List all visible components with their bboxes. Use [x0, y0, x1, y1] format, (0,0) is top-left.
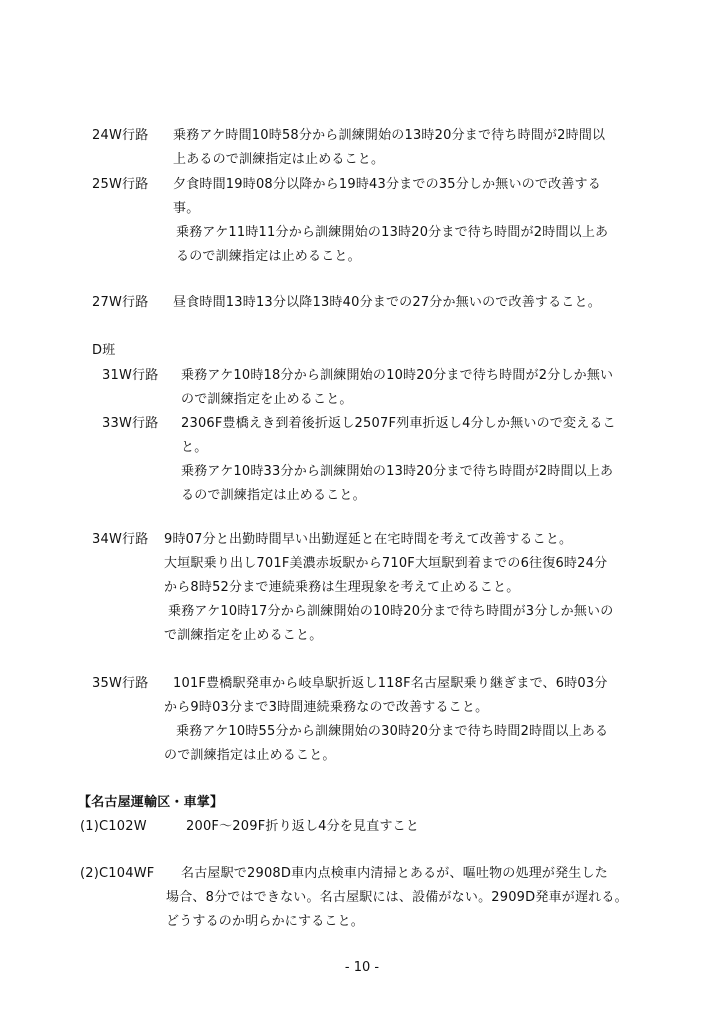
section-heading-nagoya: 【名古屋運輸区・車掌】: [78, 795, 224, 810]
route-34w-line-4: 乗務アケ10時17分から訓練開始の10時20分まで待ち時間が3分しか無いの: [168, 604, 614, 619]
route-33w-line-4: るので訓練指定は止めること。: [181, 488, 366, 503]
item-c102w-text: 200F～209F折り返し4分を見直すこと: [186, 819, 420, 834]
group-title-d: D班: [92, 343, 116, 358]
page-number: - 10 -: [344, 960, 380, 975]
route-label-34w: 34W行路: [92, 532, 149, 547]
route-24w-line-1: 乗務アケ時間10時58分から訓練開始の13時20分まで待ち時間が2時間以: [173, 128, 606, 143]
route-33w-line-2: と。: [181, 440, 208, 455]
route-label-24w: 24W行路: [92, 128, 149, 143]
route-24w-line-2: 上あるので訓練指定は止めること。: [173, 152, 385, 167]
route-35w-line-3: 乗務アケ10時55分から訓練開始の30時20分まで待ち時間2時間以上ある: [176, 724, 609, 739]
route-33w-line-3: 乗務アケ10時33分から訓練開始の13時20分まで待ち時間が2時間以上あ: [181, 464, 614, 479]
route-25w-line-1: 夕食時間19時08分以降から19時43分までの35分しか無いので改善する: [173, 177, 601, 192]
route-27w-line-1: 昼食時間13時13分以降13時40分までの27分か無いので改善すること。: [173, 295, 601, 310]
route-label-31w: 31W行路: [102, 368, 159, 383]
route-34w-line-2: 大垣駅乗り出し701F美濃赤坂駅から710F大垣駅到着までの6往復6時24分: [164, 556, 608, 571]
route-34w-line-5: で訓練指定を止めること。: [164, 628, 323, 643]
item-c104wf-line-1: 名古屋駅で2908D車内点検車内清掃とあるが、嘔吐物の処理が発生した: [181, 866, 608, 881]
route-label-33w: 33W行路: [102, 416, 159, 431]
route-label-27w: 27W行路: [92, 295, 149, 310]
route-35w-line-1: 101F豊橋駅発車から岐阜駅折返し118F名古屋駅乗り継ぎまで、6時03分: [173, 676, 608, 691]
item-label-c102w: (1)C102W: [80, 819, 147, 834]
route-31w-line-2: ので訓練指定を止めること。: [181, 392, 353, 407]
item-c104wf-line-3: どうするのか明らかにすること。: [166, 914, 365, 929]
item-label-c104wf: (2)C104WF: [80, 866, 155, 881]
route-34w-line-1: 9時07分と出勤時間早い出勤遅延と在宅時間を考えて改善すること。: [164, 532, 573, 547]
route-25w-line-3: 乗務アケ11時11分から訓練開始の13時20分まで待ち時間が2時間以上あ: [176, 225, 609, 240]
route-34w-line-3: から8時52分まで連続乗務は生理現象を考えて止めること。: [164, 580, 520, 595]
route-35w-line-2: から9時03分まで3時間連続乗務なので改善すること。: [164, 700, 489, 715]
item-c104wf-line-2: 場合、8分ではできない。名古屋駅には、設備がない。2909D発車が遅れる。: [166, 890, 628, 905]
route-label-25w: 25W行路: [92, 177, 149, 192]
route-25w-line-2: 事。: [173, 201, 200, 216]
route-label-35w: 35W行路: [92, 676, 149, 691]
route-33w-line-1: 2306F豊橋えき到着後折返し2507F列車折返し4分しか無いので変えるこ: [181, 416, 616, 431]
route-31w-line-1: 乗務アケ10時18分から訓練開始の10時20分まで待ち時間が2分しか無い: [181, 368, 614, 383]
route-25w-line-4: るので訓練指定は止めること。: [176, 249, 361, 264]
route-35w-line-4: ので訓練指定は止めること。: [164, 748, 336, 763]
